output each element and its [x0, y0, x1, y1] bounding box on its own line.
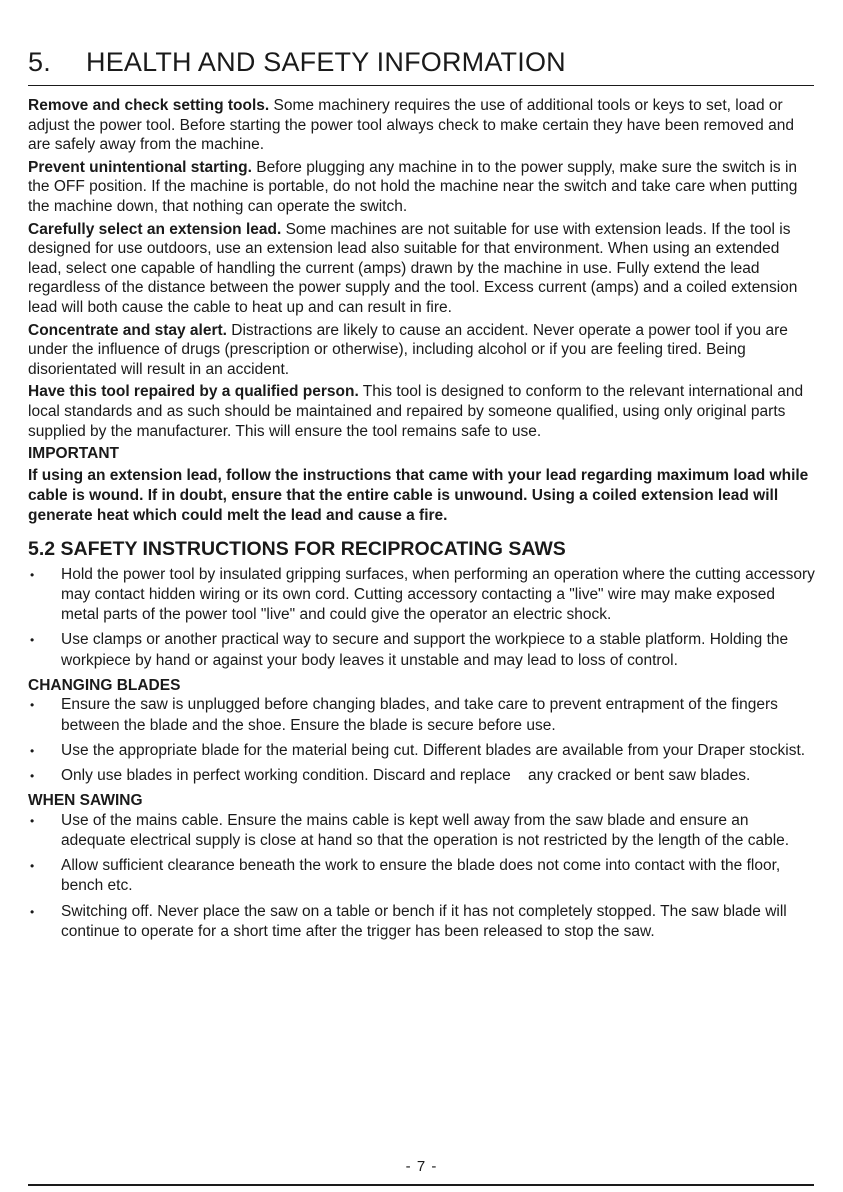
list-item-text: Use of the mains cable. Ensure the mains cable is kept well away from the saw blade and ensure an adequate electrical supply is close at hand so that the operation is not restricted by the length of the cable.: [61, 811, 790, 849]
paragraph-body: This tool is designed to conform to the relevant international and local standards and as such should be maintained and repaired by someone qualified, using only original parts supplied by the manufacturer. This will ensure the tool remains safe to use.: [28, 383, 804, 440]
paragraph-lead: Carefully select an extension lead.: [28, 220, 282, 238]
paragraph-body: Before plugging any machine in to the power supply, make sure the switch is in the OFF position. If the machine is portable, do not hold the machine near the switch and take care when putting the machine down, that nothing can operate the switch.: [28, 158, 798, 215]
section-title-text: HEALTH AND SAFETY INFORMATION: [86, 47, 566, 77]
list-item-text: Hold the power tool by insulated gripping surfaces, when performing an operation where the cutting accessory may contact hidden wiring or its own cord. Cutting accessory contacting a "live" wire may make exposed metal parts of the power tool "live" and could give the operator an electric shock.: [61, 565, 815, 624]
subsection-title-reciprocating-saws: 5.2 SAFETY INSTRUCTIONS FOR RECIPROCATING SAWS: [28, 537, 566, 560]
section-number: 5.: [28, 47, 51, 77]
list-item: [28, 856, 815, 896]
paragraph-lead: Concentrate and stay alert.: [28, 321, 227, 339]
list-item-text: Switching off. Never place the saw on a table or bench if it has not completely stopped. The saw blade will continue to operate for a short time after the trigger has been released to stop the saw.: [61, 902, 787, 940]
paragraph-unintentional-starting: [28, 158, 815, 217]
paragraph-body: Distractions are likely to cause an accident. Never operate a power tool if you are under the influence of drugs (prescription or otherwise), including alcohol or if you are feeling tired. Being disorientated will result in an accident.: [28, 321, 788, 378]
bullet-icon: •: [30, 698, 35, 713]
list-item-text: Use the appropriate blade for the material being cut. Different blades are available from your Draper stockist.: [61, 741, 806, 759]
list-item: [28, 902, 815, 942]
important-label: IMPORTANT: [28, 445, 119, 463]
list-item: [28, 695, 815, 735]
bullet-icon: •: [30, 768, 35, 783]
bullet-icon: •: [30, 633, 35, 648]
paragraph-body: Some machinery requires the use of additional tools or keys to set, load or adjust the power tool. Before starting the power tool always check to make certain they have been removed and are safely away from the machine.: [28, 97, 794, 154]
list-item: [28, 565, 815, 626]
list-item-text: Allow sufficient clearance beneath the work to ensure the blade does not come into contact with the floor, bench etc.: [61, 857, 781, 895]
paragraph-setting-tools: [28, 96, 815, 155]
section-title: [28, 44, 815, 80]
page-content: [28, 96, 815, 947]
list-item: [28, 811, 815, 851]
when-sawing-bullets: [28, 811, 815, 942]
list-item-text: Ensure the saw is unplugged before changing blades, and take care to prevent entrapment of the fingers between the blade and the shoe. Ensure the blade is secure before use.: [61, 696, 778, 734]
manual-page: [28, 0, 815, 1192]
paragraph-body: Some machines are not suitable for use with extension leads. If the tool is designed for use outdoors, use an extension lead also suitable for that environment. When using an extended lead, select one capable of handling the current (amps) drawn by the machine in use. Fully extend the lead regardless of the distance between the power supply and the tool. Excess current (amps) and a coiled extension lead will both cause the cable to heat up and can result in fire.: [28, 220, 798, 316]
paragraph-qualified-repair: [28, 382, 815, 441]
bullet-icon: •: [30, 813, 35, 828]
list-item: [28, 741, 815, 761]
bullet-icon: •: [30, 567, 35, 582]
bullet-icon: •: [30, 859, 35, 874]
bullet-icon: •: [30, 904, 35, 919]
paragraph-lead: Remove and check setting tools.: [28, 97, 270, 114]
heading-changing-blades: CHANGING BLADES: [28, 676, 181, 694]
changing-blades-bullets: [28, 695, 815, 786]
heading-when-sawing: WHEN SAWING: [28, 792, 143, 810]
important-warning: If using an extension lead, follow the instructions that came with your lead regarding maximum load while cable is wound. If in doubt, ensure that the entire cable is unwound. Using a coiled extension lead will generate heat which could melt the lead and cause a fire.: [28, 466, 809, 524]
paragraph-lead: Have this tool repaired by a qualified person.: [28, 383, 359, 401]
paragraph-extension-lead: [28, 220, 815, 318]
list-item-text: Only use blades in perfect working condition. Discard and replace any cracked or bent saw blades.: [61, 766, 751, 784]
list-item: [28, 766, 815, 786]
paragraph-lead: Prevent unintentional starting.: [28, 158, 252, 176]
bullet-icon: •: [30, 743, 35, 758]
page-number: - 7 -: [405, 1158, 438, 1175]
reciprocating-saw-bullets: [28, 565, 815, 671]
footer-divider: [28, 1184, 814, 1186]
list-item: [28, 630, 815, 670]
paragraph-stay-alert: [28, 321, 815, 380]
list-item-text: Use clamps or another practical way to secure and support the workpiece to a stable platform. Holding the workpiece by hand or against your body leaves it unstable and may lead to loss of control.: [61, 631, 789, 669]
title-divider: [28, 85, 814, 86]
